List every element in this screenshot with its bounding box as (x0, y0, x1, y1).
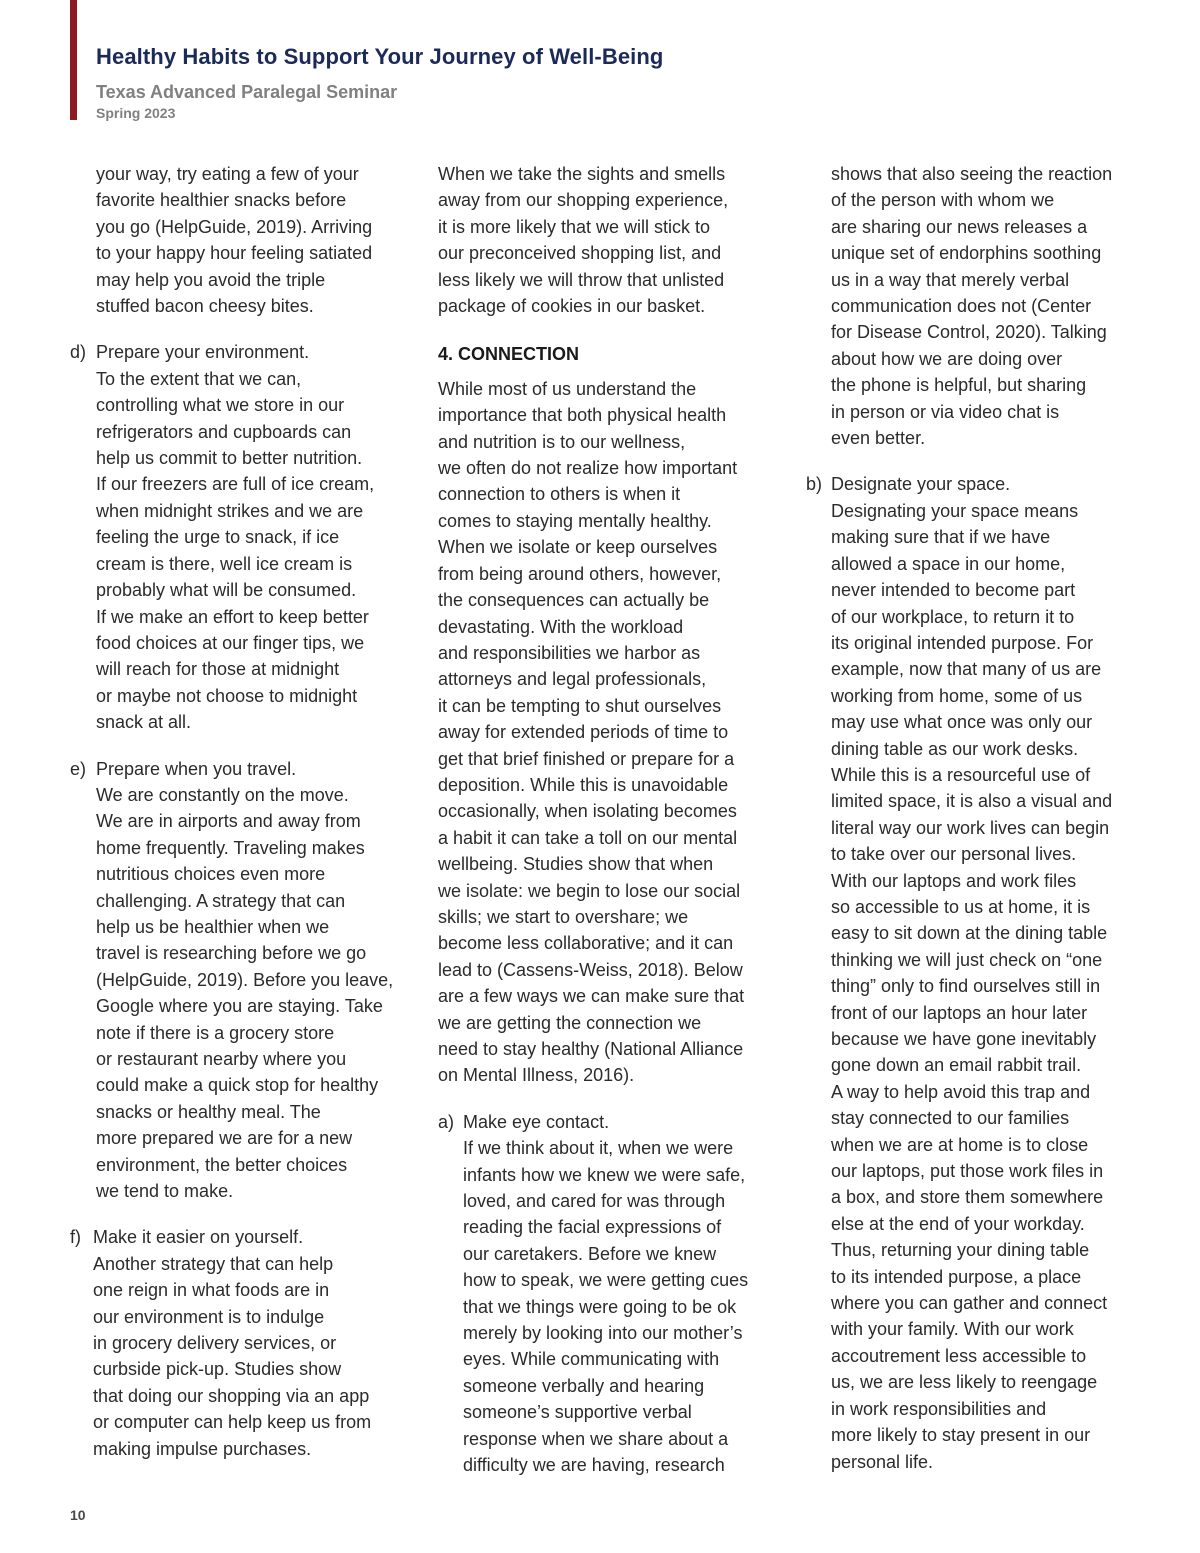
column-3 (806, 161, 1146, 1475)
page-number: 10 (70, 1507, 86, 1523)
list-label: a) (438, 1111, 455, 1132)
list-text: Designate your space. Designating your space means making sure that if we have allowed a space in our home, never intended to become part of our workplace, to return it to its original intended purpose. For example, now that many of us are working from home, some of us may use what once was only our dining table as our work desks. While this is a resourceful use of limited space, it is also a visual and literal way our work lives can begin to take over our personal lives. With our laptops and work files so accessible to us at home, it is easy to sit down at the dining table thinking we will just check on “one thing” only to find ourselves still in front of our laptops an hour later because we have gone inevitably gone down an email rabbit trail. A way to help avoid this trap and stay connected to our families when we are at home is to close our laptops, put those work files in a box, and store them somewhere else at the end of your workday. Thus, returning your dining table to its intended purpose, a place where you can gather and connect with your family. With our work accoutrement less accessible to us, we are less likely to reengage in work responsibilities and more likely to stay present in our personal life. (831, 474, 1113, 1472)
column-1 (70, 161, 410, 1462)
list-item-a (438, 1109, 778, 1479)
list-label: d) (70, 342, 87, 363)
connection-paragraph: While most of us understand the importance that both physical health and nutrition is to our wellness, we often do not realize how important connection to others is when it comes to staying mentally healthy. When we isolate or keep ourselves from being around others, however, the consequences can actually be devastating. With the workload and responsibilities we harbor as attorneys and legal professionals, it can be tempting to shut ourselves away for extended periods of time to get that brief finished or prepare for a deposition. While this is unavoidable occasionally, when isolating becomes a habit it can take a toll on our mental wellbeing. Studies show that when we isolate: we begin to lose our social skills; we start to overshare; we become less collaborative; and it can lead to (Cassens-Weiss, 2018). Below are a few ways we can make sure that we are getting the connection we need to stay healthy (National Alliance on Mental Illness, 2016). (438, 378, 745, 1086)
list-label: f) (70, 1227, 81, 1248)
list-text: Prepare when you travel. We are constantly on the move. We are in airports and away from home frequently. Traveling makes nutritious choices even more challenging. A strategy that can help us be healthier when we travel is researching before we go (HelpGuide, 2019). Before you leave, Google where you are staying. Take note if there is a grocery store or restaurant nearby where you could make a quick stop for healthy snacks or healthy meal. The more prepared we are for a new environment, the better choices we tend to make. (96, 758, 394, 1202)
document-date: Spring 2023 (96, 105, 176, 121)
header-accent-bar (70, 0, 77, 120)
document-subtitle: Texas Advanced Paralegal Seminar (96, 82, 398, 102)
list-item-e (70, 756, 410, 1205)
list-item-d (70, 339, 410, 735)
section-heading-connection: 4. CONNECTION (438, 344, 580, 365)
column-2-intro: When we take the sights and smells away from our shopping experience, it is more likely that we will stick to our preconceived shopping list, and less likely we will throw that unlisted package of cookies in our basket. (438, 164, 729, 317)
list-text: Make it easier on yourself. Another strategy that can help one reign in what foods are in our environment is to indulge in grocery delivery services, or curbside pick-up. Studies show that doing our shopping via an app or computer can help keep us from making impulse purchases. (93, 1227, 372, 1459)
column-2 (438, 161, 778, 1479)
list-item-b (806, 471, 1146, 1474)
list-text: Prepare your environment. To the extent that we can, controlling what we store in our refrigerators and cupboards can help us commit to better nutrition. If our freezers are full of ice cream, when midnight strikes and we are feeling the urge to snack, if ice cream is there, well ice cream is probably what will be consumed. If we make an effort to keep better food choices at our finger tips, we will reach for those at midnight or maybe not choose to midnight snack at all. (96, 342, 375, 733)
list-text: Make eye contact. If we think about it, when we were infants how we knew we were safe, loved, and cared for was through reading the facial expressions of our caretakers. Before we knew how to speak, we were getting cues that we things were going to be ok merely by looking into our mother’s eyes. While communicating with someone verbally and hearing someone’s supportive verbal response when we share about a difficulty we are having, research (463, 1111, 749, 1476)
column-1-intro: your way, try eating a few of your favorite healthier snacks before you go (HelpGuide, 2019). Arriving to your happy hour feeling satiated may help you avoid the triple stuffed bacon cheesy bites. (96, 164, 373, 317)
list-label: b) (806, 474, 823, 495)
list-label: e) (70, 758, 87, 779)
document-title: Healthy Habits to Support Your Journey of Well-Being (96, 44, 664, 69)
list-item-f (70, 1224, 410, 1462)
column-3-intro: shows that also seeing the reaction of the person with whom we are sharing our news releases a unique set of endorphins soothing us in a way that merely verbal communication does not (Center for Disease Control, 2020). Talking about how we are doing over the phone is helpful, but sharing in person or via video chat is even better. (831, 164, 1113, 449)
